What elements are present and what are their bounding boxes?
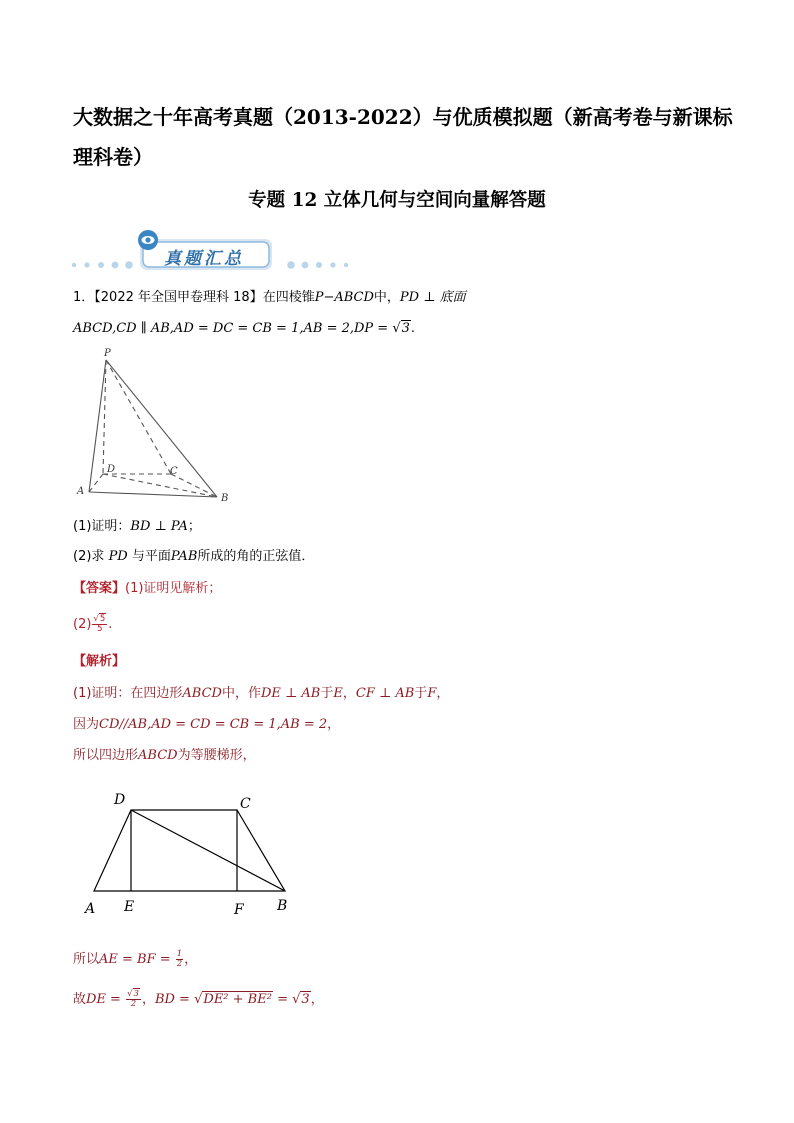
problem-stem-line2: ABCD,CD ∥ AB,AD = DC = CB = 1,AB = 2,DP = √3. (73, 321, 416, 336)
section-banner (68, 228, 358, 274)
answer-denominator: 5 (97, 624, 103, 634)
analysis-line5: 故DE = $\frac{√3}{2}$ ，BD = √DE² + BE² = √3， (73, 989, 324, 1009)
banner-label: 真题汇总 (164, 249, 244, 269)
label-p: P (104, 348, 111, 359)
problem-source: 【2022 年全国甲卷理科 18】 (94, 290, 263, 305)
period: . (410, 321, 416, 336)
analysis-line2: 因为CD//AB,AD = CD = CB = 1,AB = 2， (73, 717, 341, 732)
pyramid-figure (76, 346, 246, 506)
problem-number: 1． (73, 290, 95, 305)
label-b: B (221, 493, 229, 504)
part2-text: 所成的角的正弦值． (197, 549, 315, 564)
trapezoid-figure (80, 788, 300, 920)
label-a: A (77, 486, 85, 497)
problem-stem-text: 在四棱锥 (262, 290, 315, 305)
banner-dots-right (287, 261, 348, 269)
part1-prefix: (1)证明： (73, 519, 131, 534)
part2-text: (2)求 (73, 549, 109, 564)
part1-question (73, 518, 201, 536)
part2-math: PD (108, 549, 128, 564)
label-c: C (240, 796, 251, 812)
problem-stem-math: PD ⊥ 底面 (399, 290, 466, 305)
trapezoid-abcd (94, 810, 285, 891)
label-a: A (85, 901, 96, 917)
label-b: B (277, 898, 288, 914)
edge-pc (106, 360, 171, 474)
section-title: 专题 12 立体几何与空间向量解答题 (248, 190, 546, 211)
analysis-tag-text: 【解析】 (73, 654, 126, 669)
segment-db (131, 810, 285, 891)
answer-part1: (1)证明见解析； (125, 581, 222, 596)
sqrt-value: 3 (401, 321, 410, 336)
answer-tag: 【答案】 (73, 581, 126, 596)
analysis-tag (73, 653, 125, 671)
label-f: F (234, 902, 244, 918)
edge-cb (171, 474, 217, 497)
analysis-line3: 所以四边形ABCD为等腰梯形， (73, 748, 256, 763)
document-title: 大数据之十年高考真题（2013-2022）与优质模拟题（新高考卷与新课标理科卷） (73, 105, 733, 169)
part2-text: 与平面 (127, 549, 171, 564)
analysis-line1: (1)证明：在四边形ABCD中，作DE ⊥ AB于E，CF ⊥ AB于F， (73, 686, 450, 701)
part1-suffix: ； (187, 519, 201, 534)
edge-pb (106, 360, 217, 497)
banner-dots-left (72, 261, 133, 269)
answer-fraction: $\frac{√5}{5}$ (93, 614, 106, 634)
label-e: E (124, 899, 135, 915)
problem-stem-line1 (73, 289, 466, 307)
answer-suffix: . (108, 617, 113, 632)
part2-question (73, 548, 314, 566)
answer-line2 (73, 615, 112, 634)
problem-stem-math: P−ABCD (314, 290, 374, 305)
problem-conditions: ABCD,CD ∥ AB,AD = DC = CB = 1,AB = 2,DP = (73, 321, 393, 336)
analysis-line4: 所以AE = BF = $\frac{1}{2}$ ， (73, 949, 198, 969)
label-d: D (114, 792, 126, 808)
answer-numerator: 5 (99, 614, 106, 624)
part2-math: PAB (170, 549, 198, 564)
label-d: D (107, 464, 116, 475)
part1-math: BD ⊥ PA (130, 519, 188, 534)
answer-part2-prefix: (2) (73, 617, 92, 632)
label-c: C (170, 466, 178, 477)
eye-icon (138, 230, 158, 250)
problem-stem-text: 中， (373, 290, 400, 305)
edge-ab (89, 492, 217, 497)
answer-line1 (73, 580, 221, 598)
